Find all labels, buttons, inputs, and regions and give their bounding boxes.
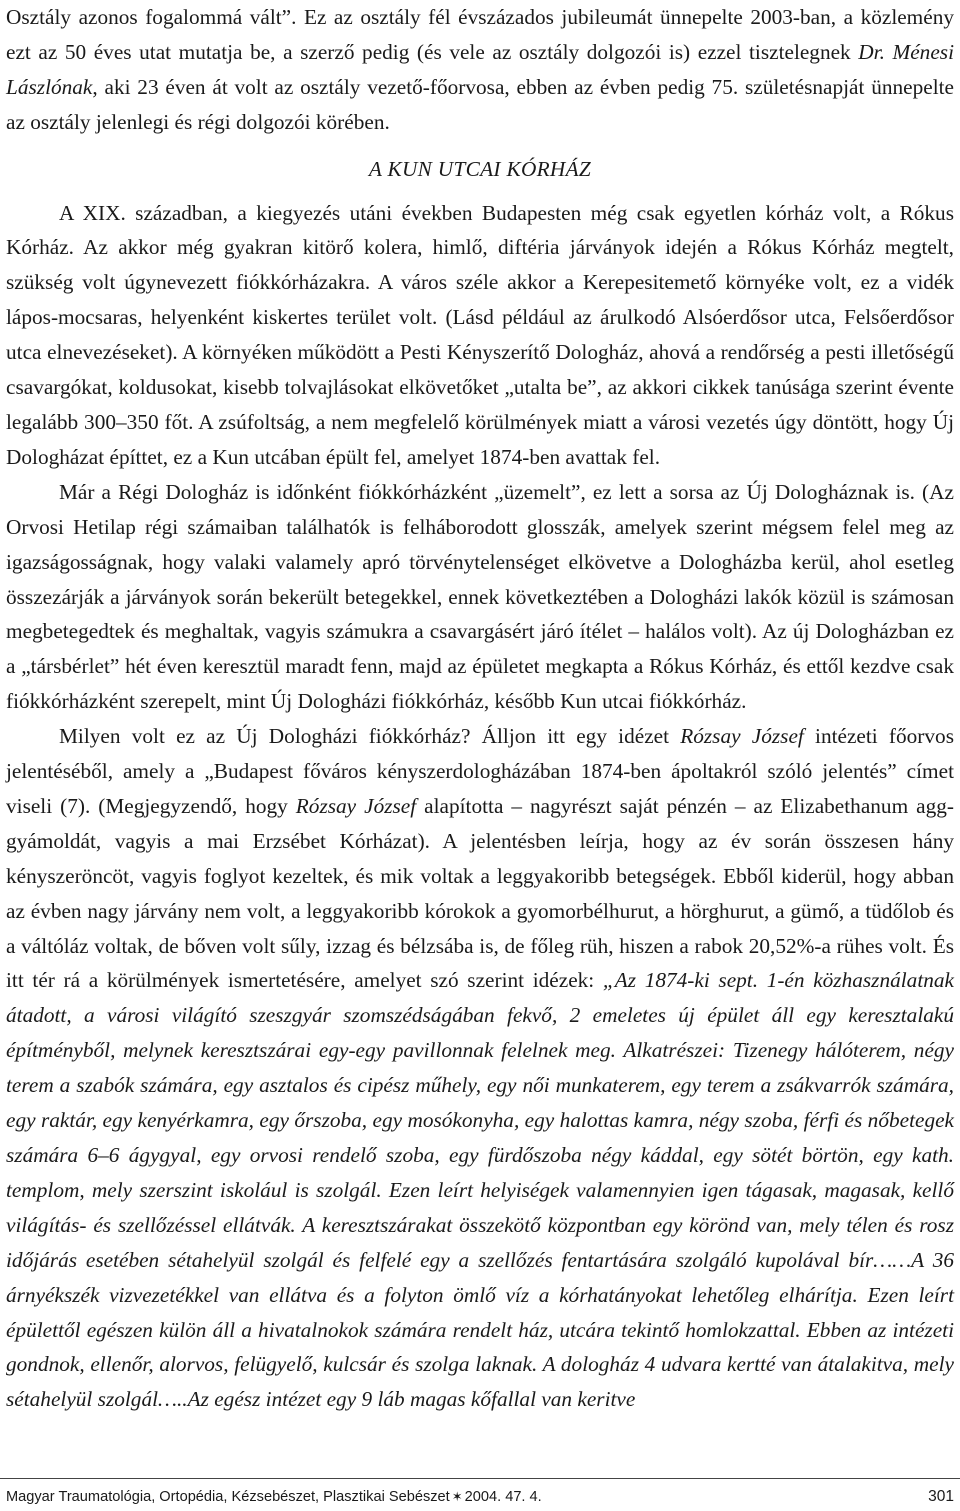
report-quote: „Az 1874-ki sept. 1-én közhasználatnak átadott, a városi világító szeszgyár szomszédságában fekvő, 2 emeletes új épület áll egy keresztalakú építményből, melynek keresztszárai egy-egy pavillonnak felelnek meg. Alkatrészei: Tizenegy hálóterem, négy terem a szabók számára, egy asztalos és cipész műhely, egy női munkaterem, egy terem a zsákvarrók számára, egy raktár, egy kenyérkamra, egy őrszoba, egy mosókonyha, egy halottas kamra, négy szoba, férfi és nőbetegek számára 6–6 ágygyal, egy orvosi rendelő szoba, egy fürdőszoba négy káddal, egy sötét börtön, egy kath. templom, mely szerszint iskolául is szolgál. Ezen leírt helyiségek valamennyien igen tágasak, magasak, kellő világítás- és szellőzéssel ellátvák. A keresztszárakat összekötő központban egy körönd van, mely télen és rosz időjárás esetében sétahelyül szolgál és felfelé egy a szellőzés fentartására szolgáló kupolával bír……A 36 árnyékszék vizvezetékkel van ellátva és a folyton ömlő víz a kórhatányokat lehetőleg elhárítja. Ezen leírt épülettől egészen külön áll a hivatalnokok számára rendelt ház, utcára tekintő homlokzattal. Ebben az intézeti gondnok, ellenőr, alorvos, felügyelő, kulcsár és szolga laknak. A dologház 4 udvara kertté van átalakitva, mely sétahelyül szolgál…..Az egész intézet egy 9 láb magas kőfallal van keritve: [6, 968, 954, 1412]
text-run: Osztály azonos fogalommá vált”. Ez az osztály fél évszázados jubileumát ünnepelte 2003-ban, a közlemény ezt az 50 éves utat mutatja be, a szerző pedig (és vele az osztály dolgozói is) ezzel tisztelegnek: [6, 5, 954, 64]
paragraph-workhouse: Már a Régi Dologház is időnként fiókkórházként „üzemelt”, ez lett a sorsa az Új Dologháznak is. (Az Orvosi Hetilap régi számaiban találhatók is felháborodott glosszák, amelyek szerint mégsem felel meg az igazságosságnak, hogy valaki valamely apró törvénytelenséget elkövetve a Dologházba kerül, ahol esetleg összezárják a járványok során bekerült betegekkel, ennek következtében a Dologházi lakók közül is számosan megbetegedtek és meghaltak, vagyis számukra a csavargásért járó ítélet – halálos volt). Az új Dologházban ez a „társbérlet” hét éven keresztül maradt fenn, majd az épületet megkapta a Rókus Kórház, és ettől kezdve csak fiókkórházként szerepelt, mint Új Dologházi fiókkórház, később Kun utcai fiókkórház.: [6, 479, 954, 714]
person-name: Dr. Ménesi Lászlónak: [6, 39, 954, 99]
paragraph-report: [6, 719, 954, 1417]
paragraph-history: A XIX. században, a kiegyezés utáni években Budapesten még csak egyetlen kórház volt, a Rókus Kórház. Az akkor még gyakran kitörő kolera, himlő, diftéria járványok idején a Rókus Kórház megtelt, szükség volt úgynevezett fiókkórházakra. A város széle akkor a Kerepesitemető környéke volt, ez a vidék lápos-mocsaras, helyenként kiskertes terület volt. (Lásd például az árulkodó Alsóerdősor utca, Felsőerdősor utca elnevezéseket). A környéken működött a Pesti Kényszerítő Dologház, ahová a rendőrség a pesti illetőségű csavargókat, koldusokat, kisebb tolvajlásokat elkövetőket „utalta be”, az akkori cikkek tanúsága szerint évente legalább 300–350 főt. A zsúfoltság, a nem megfelelő körülmények miatt a városi vezetés úgy döntött, hogy Új Dologházat építtet, ez a Kun utcában épült fel, amelyet 1874-ben avattak fel.: [6, 200, 954, 469]
text-run: , aki 23 éven át volt az osztály vezető-főorvosa, ebben az évben pedig 75. születésnapját ünnepelte az osztály jelenlegi és régi dolgozói körében.: [6, 74, 954, 134]
text-run: Milyen volt ez az Új Dologházi fiókkórház? Álljon itt egy idézet: [59, 724, 681, 749]
section-heading: [6, 152, 954, 187]
text-run: alapította – nagyrészt saját pénzén – az Elizabethanum agg-gyámoldát, vagyis a mai Erzsébet Kórházat). A jelentésben leírja, hogy az év során összesen hány kényszeröncöt, vagyis foglyot kezeltek, és mik voltak a leggyakoribb betegségek. Ebből kiderül, hogy abban az évben nagy járvány nem volt, a leggyakoribb kórokok a gyomorbélhurut, a hörghurut, a gümő, a tüdőlob és a váltóláz voltak, de bőven volt sűly, izzag és bélzsába is, de főleg rüh, hiszen a rabok 20,52%-a rühes volt. És itt tér rá a körülmények ismertetésére, amelyet szó szerint idézek:: [6, 793, 954, 993]
paragraph-intro: [6, 0, 954, 140]
person-name: Rózsay József: [295, 793, 417, 818]
article-body: [6, 0, 954, 1417]
footer-divider: [0, 1478, 960, 1479]
person-name: Rózsay József: [680, 724, 804, 749]
page-number: 301: [928, 1488, 954, 1505]
section-heading-text: A KUN UTCAI KÓRHÁZ: [368, 156, 592, 181]
journal-title: Magyar Traumatológia, Ortopédia, Kézsebészet, Plasztikai Sebészet: [6, 1489, 450, 1505]
text-run: intézeti főorvos jelentéséből, amely a „Budapest főváros kényszerdologházában 1874-ben ápoltakról szóló jelentés” címet viseli (7). (Megjegyzendő, hogy: [6, 724, 954, 818]
star-icon: ✶: [451, 1489, 463, 1504]
journal-issue: 2004. 47. 4.: [464, 1489, 542, 1505]
page-footer: [6, 1488, 954, 1510]
